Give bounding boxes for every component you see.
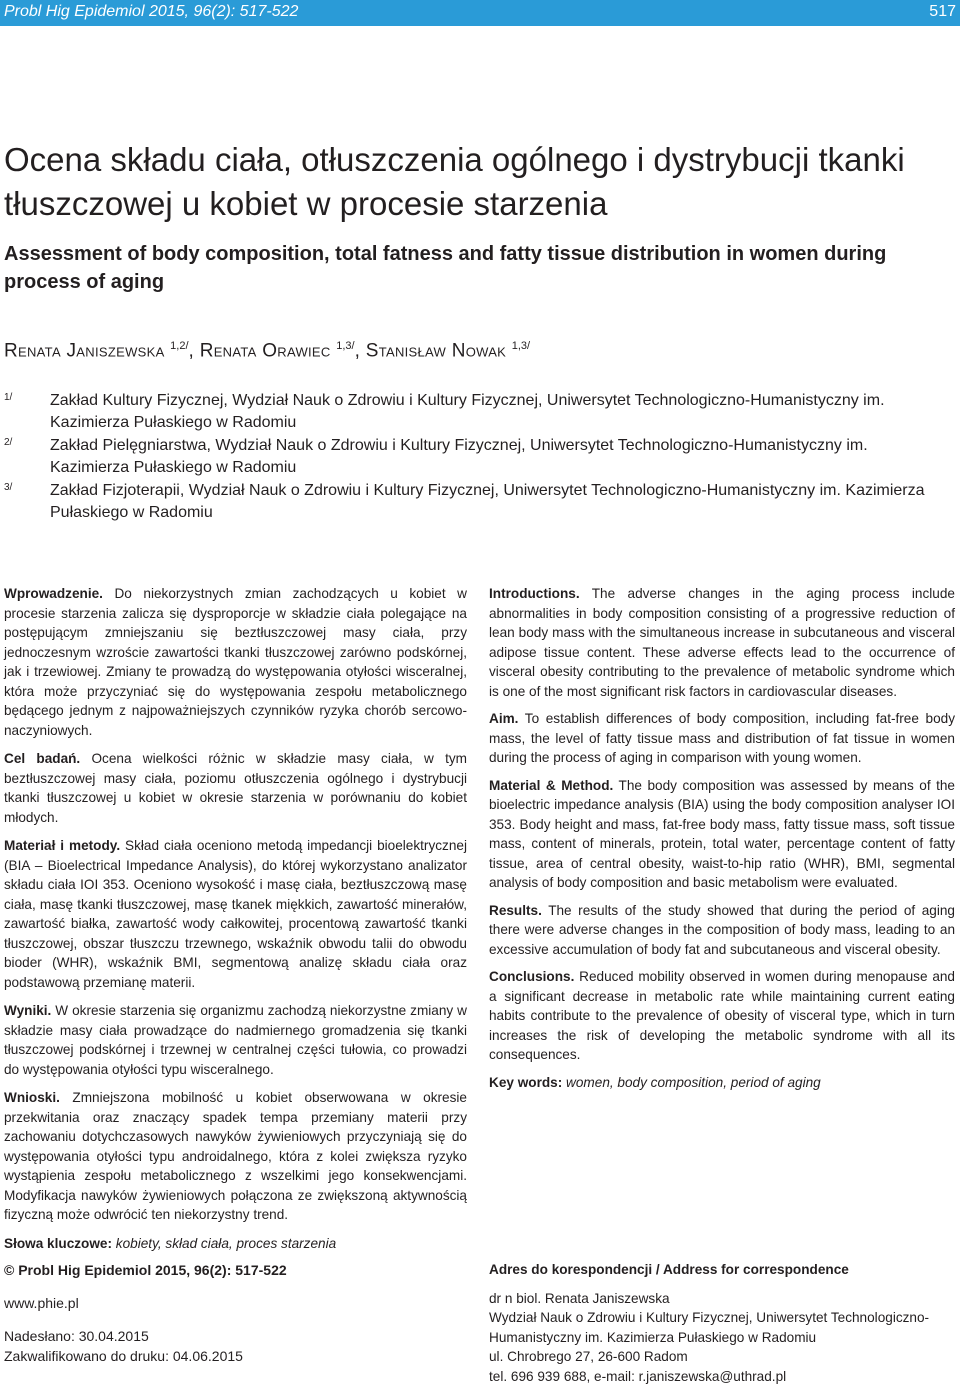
abstract-section bbox=[489, 584, 955, 701]
abstract-section bbox=[4, 1001, 467, 1079]
section-heading: Wnioski. bbox=[4, 1090, 60, 1105]
abstract-english bbox=[489, 584, 955, 1100]
affiliation-text: Zakład Pielęgniarstwa, Wydział Nauk o Zdrowiu i Kultury Fizycznej, Uniwersytet Technologiczno-Humanistyczny im. Kazimierza Pułaskiego w Radomiu bbox=[50, 437, 868, 476]
author-separator: , bbox=[354, 340, 366, 362]
section-text: The body composition was assessed by means of the bioelectric impedance analysis (BIA) using the body composition analyser IOI 353. Body height and mass, fat-free body mass, fatty tissue mass, soft tissue mass, content of minerals, protein, total water, percentage content of fatty tissue, area of central obesity, waist-to-hip ratio (WHR), BMI, segmental analysis of body composition and basic metabolism were evaluated. bbox=[489, 777, 955, 890]
section-heading: Cel badań. bbox=[4, 751, 81, 766]
abstract-section bbox=[489, 709, 955, 768]
correspondence-street: ul. Chrobrego 27, 26-600 Radom bbox=[489, 1349, 688, 1364]
author-separator: , bbox=[188, 340, 200, 362]
abstract-section bbox=[4, 584, 467, 740]
keywords-label: Słowa kluczowe: bbox=[4, 1235, 113, 1251]
keywords-label: Key words: bbox=[489, 1074, 563, 1090]
abstract-section bbox=[4, 836, 467, 992]
affiliation-text: Zakład Kultury Fizycznej, Wydział Nauk o Zdrowiu i Kultury Fizycznej, Uniwersytet Technologiczno-Humanistyczny im. Kazimierza Pułaskiego w Radomiu bbox=[50, 392, 885, 431]
section-text: To establish differences of body composition, including fat-free body mass, the level of fatty tissue mass and distribution of fat tissue in women during the process of aging in comparison with young women. bbox=[489, 711, 955, 765]
section-text: Skład ciała oceniono metodą impedancji bioelektrycznej (BIA – Bioelectrical Impedance Analysis), do której wykorzystano analizator składu ciała IOI 353. Oceniono wysokość i masę ciała, beztłuszczową masę ciała, masę tkanki tłuszczowej, masę tkanek miękkich, zawartość minerałów, zawartość białka, zawartość wody całkowitej, procentową zawartość tkanki tłuszczowej, obszar tłuszczu trzewnego, wskaźnik obwodu talii do obwodu bioder (WHR), wskaźnik BMI, segmentową analizę składu ciała oraz podstawową przemianę materii. bbox=[4, 838, 467, 990]
author-affiliation-ref: 1,3/ bbox=[511, 340, 531, 352]
journal-website-link[interactable]: www.phie.pl bbox=[4, 1295, 79, 1311]
page-number: 517 bbox=[929, 3, 956, 20]
affiliation-number: 2/ bbox=[4, 437, 13, 448]
section-heading: Conclusions. bbox=[489, 969, 575, 984]
affiliation-item bbox=[4, 390, 949, 434]
abstract-section bbox=[489, 776, 955, 893]
correspondence-heading: Adres do korespondencji / Address for correspondence bbox=[489, 1262, 849, 1277]
keywords-polish bbox=[4, 1234, 467, 1254]
affiliation-item bbox=[4, 435, 949, 479]
correspondence-contact: tel. 696 939 688, e-mail: r.janiszewska@uthrad.pl bbox=[489, 1368, 787, 1384]
section-text: Reduced mobility observed in women during menopause and a significant decrease in metabolic rate while maintaining current eating habits contribute to the prevalence of obesity of visceral type, which in turn increases the risk of developing the metabolic syndrome with all its consequences. bbox=[489, 969, 955, 1062]
correspondence-name: dr n biol. Renata Janiszewska bbox=[489, 1290, 670, 1306]
keywords-english bbox=[489, 1073, 955, 1093]
author-list bbox=[4, 340, 954, 362]
correspondence-address: Wydział Nauk o Zdrowiu i Kultury Fizycznej, Uniwersytet Technologiczno-Humanistyczny im. Kazimierza Pułaskiego w Radomiu bbox=[489, 1310, 930, 1345]
section-heading: Wprowadzenie. bbox=[4, 586, 103, 601]
section-heading: Aim. bbox=[489, 711, 519, 726]
section-text: Do niekorzystnych zmian zachodzących u kobiet w procesie starzenia zalicza się dysproporcje w składzie ciała polegające na postępującym zmniejszaniu się beztłuszczowej masy ciała, przy jednoczesnym wzroście zawartości tkanki tłuszczowej zarówno podskórnej, jak i trzewiowej. Zmiany te prowadzą do występowania otyłości wisceralnej, która może przyczyniać się do występowania zespołu metabolicznego będącego jednym z najpoważniejszych czynników ryzyka chorób sercowo-naczyniowych. bbox=[4, 586, 467, 738]
author-affiliation-ref: 1,3/ bbox=[336, 340, 355, 352]
title-polish: Ocena składu ciała, otłuszczenia ogólnego i dystrybucji tkanki tłuszczowej u kobiet w procesie starzenia bbox=[4, 141, 905, 222]
abstract-section bbox=[4, 1088, 467, 1225]
section-text: The results of the study showed that during the period of aging there were adverse changes in the composition of body mass, leading to an excessive accumulation of body fat and subcutaneous and visceral obesity. bbox=[489, 902, 955, 957]
journal-header-bar bbox=[0, 0, 960, 26]
author-affiliation-ref: 1,2/ bbox=[170, 340, 189, 352]
author-name: Renata Janiszewska bbox=[4, 340, 165, 362]
section-heading: Introductions. bbox=[489, 586, 580, 601]
abstract-polish bbox=[4, 584, 467, 1262]
section-heading: Wyniki. bbox=[4, 1003, 52, 1018]
affiliation-number: 3/ bbox=[4, 482, 13, 493]
affiliation-list bbox=[4, 390, 949, 525]
affiliation-text: Zakład Fizjoterapii, Wydział Nauk o Zdrowiu i Kultury Fizycznej, Uniwersytet Technologiczno-Humanistyczny im. Kazimierza Pułaskiego w Radomiu bbox=[50, 482, 925, 521]
publication-info bbox=[4, 1260, 464, 1366]
affiliation-item bbox=[4, 480, 949, 524]
journal-citation: Probl Hig Epidemiol 2015, 96(2): 517-522 bbox=[4, 3, 299, 20]
received-date: Nadesłano: 30.04.2015 bbox=[4, 1328, 149, 1344]
section-text: The adverse changes in the aging process include abnormalities in body composition consisting of a progressive reduction of lean body mass with the simultaneous increase in subcutaneous and visceral adipose tissue content. These adverse effects lead to the occurrence of visceral obesity contributing to the prevalence of metabolic syndrome which is one of the most significant risk factors in cardiovascular diseases. bbox=[489, 586, 955, 699]
section-text: Ocena wielkości różnic w składzie masy ciała, w tym beztłuszczowej masy ciała, poziomu otłuszczenia ogólnego i dystrybucji tkanki tłuszczowej u kobiet w okresie starzenia w porównaniu do kobiet młodych. bbox=[4, 751, 467, 825]
title-english: Assessment of body composition, total fatness and fatty tissue distribution in women during process of aging bbox=[4, 243, 887, 293]
section-text: W okresie starzenia się organizmu zachodzą niekorzystne zmiany w składzie masy ciała prowadzące do nadmiernego gromadzenia się tkanki tłuszczowej podskórnej i trzewnej w centralnej części tułowia, co prowadzi do występowania otyłości typu wisceralnego. bbox=[4, 1003, 467, 1077]
affiliation-number: 1/ bbox=[4, 392, 13, 403]
author-name: Stanisław Nowak bbox=[365, 340, 507, 362]
abstract-section bbox=[4, 749, 467, 827]
abstract-section bbox=[489, 901, 955, 960]
keywords-value: women, body composition, period of aging bbox=[562, 1074, 821, 1090]
section-text: Zmniejszona mobilność u kobiet obserwowana w okresie przekwitania oraz znaczący spadek tempa przemiany materii przy zachowaniu dotychczasowych nawyków żywieniowych przyczyniają się do występowania otyłości typu androidalnego, która z kolei zwiększa ryzyko wystąpienia zespołu metabolicznego z wszelkimi jego konsekwencjami. Modyfikacja nawyków żywieniowych połączona ze zwiększoną aktywnością fizyczną może odwrócić ten niekorzystny trend. bbox=[4, 1090, 467, 1222]
author-name: Renata Orawiec bbox=[199, 340, 331, 362]
correspondence-info bbox=[489, 1260, 955, 1386]
section-heading: Results. bbox=[489, 902, 542, 918]
abstract-section bbox=[489, 967, 955, 1065]
section-heading: Material & Method. bbox=[489, 777, 614, 793]
keywords-value: kobiety, skład ciała, proces starzenia bbox=[112, 1235, 337, 1251]
accepted-date: Zakwalifikowano do druku: 04.06.2015 bbox=[4, 1348, 243, 1364]
section-heading: Materiał i metody. bbox=[4, 838, 121, 853]
copyright-line: © Probl Hig Epidemiol 2015, 96(2): 517-522 bbox=[4, 1262, 287, 1278]
